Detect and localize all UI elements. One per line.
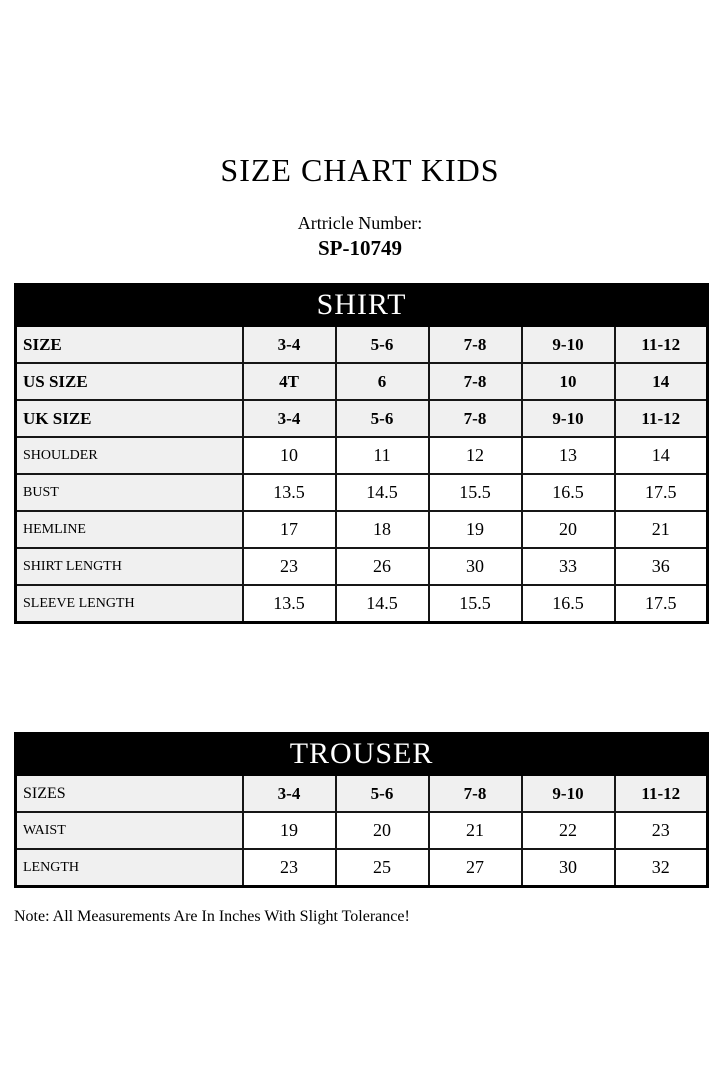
row-value: 36	[615, 548, 708, 585]
row-value: 18	[336, 511, 429, 548]
row-label: SIZES	[16, 775, 243, 813]
row-value: 12	[429, 437, 522, 474]
row-value: 20	[336, 812, 429, 849]
row-label: SHOULDER	[16, 437, 243, 474]
row-value: 9-10	[522, 326, 615, 364]
row-value: 15.5	[429, 474, 522, 511]
row-value: 21	[429, 812, 522, 849]
shirt-size-row	[16, 326, 708, 364]
row-value: 10	[522, 363, 615, 400]
shirt-measure-row	[16, 511, 708, 548]
trouser-size-table	[14, 732, 709, 888]
row-label: US SIZE	[16, 363, 243, 400]
shirt-measure-row	[16, 585, 708, 623]
row-value: 4T	[243, 363, 336, 400]
shirt-measure-row	[16, 437, 708, 474]
row-label: WAIST	[16, 812, 243, 849]
row-label: SHIRT LENGTH	[16, 548, 243, 585]
row-value: 17.5	[615, 474, 708, 511]
row-value: 11	[336, 437, 429, 474]
shirt-size-row	[16, 363, 708, 400]
row-value: 11-12	[615, 775, 708, 813]
row-value: 5-6	[336, 326, 429, 364]
shirt-measure-row	[16, 474, 708, 511]
row-value: 11-12	[615, 326, 708, 364]
row-value: 14	[615, 363, 708, 400]
row-value: 10	[243, 437, 336, 474]
row-value: 7-8	[429, 400, 522, 437]
row-value: 7-8	[429, 775, 522, 813]
row-value: 13.5	[243, 474, 336, 511]
trouser-measure-row	[16, 812, 708, 849]
row-label: LENGTH	[16, 849, 243, 887]
shirt-table-band-row	[16, 285, 708, 326]
row-value: 21	[615, 511, 708, 548]
row-value: 33	[522, 548, 615, 585]
row-value: 16.5	[522, 585, 615, 623]
row-value: 3-4	[243, 326, 336, 364]
row-label: HEMLINE	[16, 511, 243, 548]
shirt-table-title: SHIRT	[16, 285, 708, 326]
row-value: 9-10	[522, 775, 615, 813]
shirt-size-row	[16, 400, 708, 437]
measurement-note: Note: All Measurements Are In Inches With Slight Tolerance!	[14, 908, 410, 926]
trouser-measure-row	[16, 849, 708, 887]
row-label: SLEEVE LENGTH	[16, 585, 243, 623]
shirt-size-table	[14, 283, 709, 624]
row-value: 16.5	[522, 474, 615, 511]
row-value: 5-6	[336, 400, 429, 437]
row-value: 14.5	[336, 585, 429, 623]
row-value: 5-6	[336, 775, 429, 813]
row-value: 11-12	[615, 400, 708, 437]
row-value: 17.5	[615, 585, 708, 623]
row-value: 23	[243, 548, 336, 585]
row-value: 17	[243, 511, 336, 548]
row-value: 26	[336, 548, 429, 585]
row-value: 15.5	[429, 585, 522, 623]
row-value: 14	[615, 437, 708, 474]
row-value: 32	[615, 849, 708, 887]
article-number-label: Artricle Number:	[297, 212, 423, 233]
article-number-value: SP-10749	[318, 236, 402, 261]
row-value: 13.5	[243, 585, 336, 623]
row-label: SIZE	[16, 326, 243, 364]
row-value: 22	[522, 812, 615, 849]
row-value: 13	[522, 437, 615, 474]
row-label: UK SIZE	[16, 400, 243, 437]
row-value: 20	[522, 511, 615, 548]
trouser-table-band-row	[16, 734, 708, 775]
row-value: 23	[243, 849, 336, 887]
row-value: 19	[243, 812, 336, 849]
row-label: BUST	[16, 474, 243, 511]
row-value: 6	[336, 363, 429, 400]
row-value: 3-4	[243, 400, 336, 437]
row-value: 7-8	[429, 326, 522, 364]
row-value: 3-4	[243, 775, 336, 813]
shirt-measure-row	[16, 548, 708, 585]
row-value: 9-10	[522, 400, 615, 437]
row-value: 30	[429, 548, 522, 585]
row-value: 25	[336, 849, 429, 887]
trouser-size-row	[16, 775, 708, 813]
row-value: 19	[429, 511, 522, 548]
row-value: 27	[429, 849, 522, 887]
row-value: 7-8	[429, 363, 522, 400]
row-value: 23	[615, 812, 708, 849]
row-value: 14.5	[336, 474, 429, 511]
row-value: 30	[522, 849, 615, 887]
trouser-table-title: TROUSER	[16, 734, 708, 775]
page-title: SIZE CHART KIDS	[220, 152, 500, 188]
